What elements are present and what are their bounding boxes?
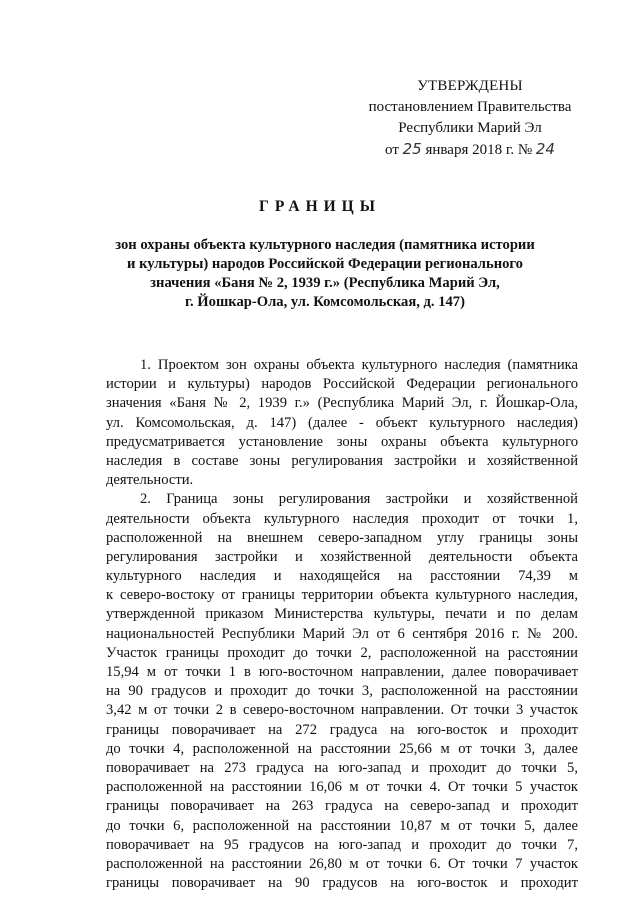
subtitle-line: зон охраны объекта культурного наследия (памятника истории	[115, 237, 535, 253]
body-line: расположенной на расстоянии 16,06 м от точки 4. От точки 5 участок	[106, 779, 578, 796]
body-line: на 90 градусов и проходит до точки 3, расположенной на расстоянии	[106, 683, 578, 700]
approval-number: 24	[535, 140, 555, 158]
body-line: истории и культуры) народов Российской Федерации регионального	[106, 376, 578, 393]
approval-title: УТВЕРЖДЕНЫ	[417, 78, 523, 94]
body-line: поворачивает на 95 градусов на юго-запад и проходит до точки 7,	[106, 836, 578, 853]
approval-line-2: Республики Марий Эл	[398, 120, 542, 136]
body-line: расположенной на внешнем северо-западном углу границы зоны	[106, 529, 578, 546]
body-line: границы поворачивает на 263 градуса на северо-запад и проходит	[106, 798, 578, 815]
body-line: национальностей Республики Марий Эл от 6 сентября 2016 г. № 200.	[106, 625, 578, 642]
body-line: культурного наследия и находящейся на расстоянии 74,39 м	[106, 568, 578, 585]
body-line: границы поворачивает на 90 градусов на юго-восток и проходит	[106, 875, 578, 892]
document-subtitle	[110, 236, 540, 312]
body-line: к северо-востоку от границы территории объекта культурного наследия,	[106, 587, 578, 604]
approval-date-prefix: от	[385, 142, 399, 158]
approval-block	[360, 76, 580, 161]
body-line: 3,42 м от точки 2 в северо-восточном направлении. От точки 3 участок	[106, 702, 578, 719]
body-line: расположенной на расстоянии 26,80 м от точки 6. От точки 7 участок	[106, 855, 578, 872]
body-line: Участок границы проходит до точки 2, расположенной на расстоянии	[106, 644, 578, 661]
approval-date-day: 25	[402, 140, 422, 158]
body-line: границы поворачивает на 272 градуса на юго-восток и проходит	[106, 721, 578, 738]
body-line: до точки 4, расположенной на расстоянии 25,66 м от точки 3, далее	[106, 740, 578, 757]
body-line: 15,94 м от точки 1 в юго-восточном направлении, далее поворачивает	[106, 664, 578, 680]
approval-line-1: постановлением Правительства	[368, 99, 572, 115]
approval-date-rest: января 2018 г. №	[425, 142, 533, 158]
subtitle-line: и культуры) народов Российской Федерации регионального	[127, 256, 523, 272]
body-line: регулирования застройки и хозяйственной деятельности объекта	[106, 548, 578, 565]
approval-date-line	[360, 139, 580, 161]
body-line: предусматривается установление зоны охраны объекта культурного	[106, 433, 578, 450]
body-line: значения «Баня № 2, 1939 г.» (Республика Марий Эл, г. Йошкар-Ола,	[106, 395, 578, 412]
subtitle-line: г. Йошкар-Ола, ул. Комсомольская, д. 147)	[185, 294, 465, 310]
body-line: утвержденной приказом Министерства культуры, печати и по делам	[106, 606, 578, 623]
document-body	[106, 356, 578, 893]
body-line: до точки 6, расположенной на расстоянии 10,87 м от точки 5, далее	[106, 817, 578, 834]
body-line: наследия в составе зоны регулирования застройки и хозяйственной	[106, 452, 578, 469]
body-line: 2. Граница зоны регулирования застройки и хозяйственной	[140, 491, 578, 508]
body-line: 1. Проектом зон охраны объекта культурного наследия (памятника	[140, 357, 578, 373]
body-line: ул. Комсомольская, д. 147) (далее - объект культурного наследия)	[106, 414, 578, 431]
document-heading: ГРАНИЦЫ	[259, 198, 381, 215]
body-line: деятельности.	[106, 472, 194, 489]
body-line: поворачивает на 273 градуса на юго-запад и проходит до точки 5,	[106, 759, 578, 776]
body-line: деятельности объекта культурного наследия проходит от точки 1,	[106, 510, 578, 527]
subtitle-line: значения «Баня № 2, 1939 г.» (Республика Марий Эл,	[150, 275, 500, 291]
